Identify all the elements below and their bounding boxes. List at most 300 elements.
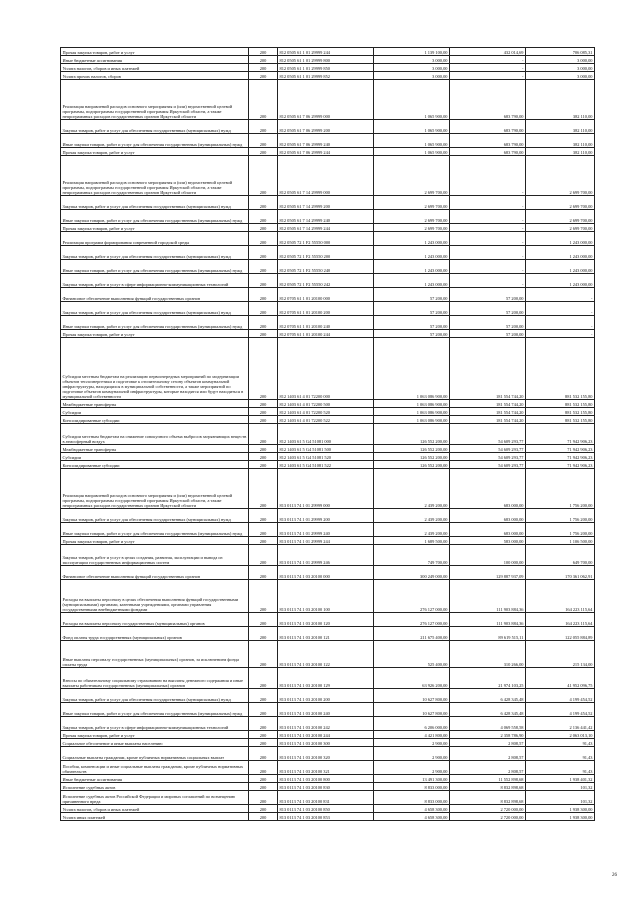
- line-item-name: Социальные выплаты гражданам, кроме публичных нормативных социальных выплат: [61, 747, 249, 761]
- classification-code: 812 1403 61 4 01 72200 500: [278, 400, 374, 408]
- executed-amount: 6 428 345,48: [450, 703, 526, 717]
- approved-amount: 126 552 200,00: [374, 461, 450, 469]
- approved-amount: 63 926 200,00: [374, 668, 450, 689]
- table-row: [61, 408, 595, 416]
- unexecuted-amount: 881 532 155,80: [526, 338, 595, 400]
- table-row: [61, 453, 595, 461]
- unexecuted-amount: 1 243 000,00: [526, 274, 595, 288]
- line-item-name: Закупка товаров, работ и услуг в сфере информационно-коммуникационных технологий: [61, 717, 249, 731]
- table-row: [61, 689, 595, 703]
- approved-amount: 13 491 300,00: [374, 775, 450, 783]
- table-row: [61, 134, 595, 148]
- unexecuted-amount: 3 000,00: [526, 64, 595, 72]
- unexecuted-amount: 41 952 096,75: [526, 668, 595, 689]
- table-row: [61, 400, 595, 408]
- line-code: 200: [249, 232, 278, 246]
- table-row: [61, 703, 595, 717]
- unexecuted-amount: 1 938 300,00: [526, 813, 595, 821]
- approved-amount: 276 127 000,00: [374, 613, 450, 627]
- line-code: 200: [249, 330, 278, 338]
- line-item-name: Прочая закупка товаров, работ и услуг: [61, 148, 249, 156]
- classification-code: 812 1403 61 5 G4 51081 500: [278, 445, 374, 453]
- executed-amount: -: [450, 232, 526, 246]
- line-code: 200: [249, 703, 278, 717]
- approved-amount: 8 833 000,00: [374, 783, 450, 791]
- executed-amount: 57 200,00: [450, 288, 526, 302]
- approved-amount: 126 552 200,00: [374, 445, 450, 453]
- unexecuted-amount: -: [526, 302, 595, 316]
- approved-amount: 4 658 300,00: [374, 805, 450, 813]
- table-row: [61, 416, 595, 424]
- unexecuted-amount: 881 532 155,80: [526, 416, 595, 424]
- approved-amount: 2 900,00: [374, 739, 450, 747]
- line-code: 200: [249, 469, 278, 509]
- table-row: [61, 48, 595, 56]
- executed-amount: 181 554 744,20: [450, 338, 526, 400]
- line-item-name: Реализация направлений расходов основного мероприятия и (или) ведомственной целевой программы, подпрограммы государственной программы Иркутской области, а также непрограммных расходов государственных органов Иркутской области: [61, 80, 249, 120]
- line-item-name: Финансовое обеспечение выполнения функций государственных органов: [61, 288, 249, 302]
- classification-code: 813 0113 74 1 03 20100 244: [278, 731, 374, 739]
- approved-amount: 2 439 200,00: [374, 523, 450, 537]
- approved-amount: 3 000,00: [374, 64, 450, 72]
- table-row: [61, 424, 595, 445]
- line-code: 200: [249, 302, 278, 316]
- approved-amount: 1 063 086 900,00: [374, 416, 450, 424]
- classification-code: 813 0113 74 1 03 20100 300: [278, 739, 374, 747]
- classification-code: 813 0113 74 1 03 20100 830: [278, 783, 374, 791]
- approved-amount: 6 206 000,00: [374, 717, 450, 731]
- line-code: 200: [249, 400, 278, 408]
- unexecuted-amount: 170 361 062,91: [526, 566, 595, 580]
- table-row: [61, 731, 595, 739]
- executed-amount: 2 808,57: [450, 747, 526, 761]
- table-row: [61, 56, 595, 64]
- executed-amount: -: [450, 246, 526, 260]
- executed-amount: 2 808,57: [450, 761, 526, 775]
- unexecuted-amount: 3 000,00: [526, 56, 595, 64]
- approved-amount: 2 699 700,00: [374, 156, 450, 196]
- line-code: 200: [249, 80, 278, 120]
- line-code: 200: [249, 545, 278, 566]
- budget-execution-table-body: [61, 48, 595, 821]
- executed-amount: 683 790,00: [450, 134, 526, 148]
- classification-code: 812 0505 61 7 06 29999 200: [278, 120, 374, 134]
- classification-code: 812 0505 61 7 06 29999 000: [278, 80, 374, 120]
- line-item-name: Иные бюджетные ассигнования: [61, 56, 249, 64]
- approved-amount: 1 139 100,00: [374, 48, 450, 56]
- unexecuted-amount: 101,32: [526, 783, 595, 791]
- classification-code: 813 0113 74 1 03 20100 853: [278, 813, 374, 821]
- table-row: [61, 747, 595, 761]
- line-code: 200: [249, 509, 278, 523]
- classification-code: 813 0113 74 1 03 20100 100: [278, 580, 374, 613]
- line-item-name: Иные закупки товаров, работ и услуг для обеспечения государственных (муниципальных) нужд: [61, 523, 249, 537]
- line-item-name: Иные закупки товаров, работ и услуг для обеспечения государственных (муниципальных) нужд: [61, 210, 249, 224]
- executed-amount: -: [450, 274, 526, 288]
- line-code: 200: [249, 148, 278, 156]
- line-item-name: Прочая закупка товаров, работ и услуг: [61, 48, 249, 56]
- table-row: [61, 232, 595, 246]
- classification-code: 812 1403 61 5 G4 51081 520: [278, 453, 374, 461]
- unexecuted-amount: 4 199 454,52: [526, 689, 595, 703]
- approved-amount: 57 200,00: [374, 316, 450, 330]
- classification-code: 813 0113 74 1 03 20100 800: [278, 775, 374, 783]
- line-code: 200: [249, 731, 278, 739]
- table-row: [61, 196, 595, 210]
- executed-amount: -: [450, 56, 526, 64]
- approved-amount: 3 000,00: [374, 56, 450, 64]
- line-item-name: Реализация направлений расходов основного мероприятия и (или) ведомственной целевой программы, подпрограммы государственной программы Иркутской области, а также непрограммных расходов государственных органов Иркутской области: [61, 469, 249, 509]
- line-code: 200: [249, 783, 278, 791]
- unexecuted-amount: 881 532 155,80: [526, 408, 595, 416]
- unexecuted-amount: 91,43: [526, 761, 595, 775]
- line-code: 200: [249, 627, 278, 641]
- approved-amount: 2 699 700,00: [374, 210, 450, 224]
- table-row: [61, 813, 595, 821]
- unexecuted-amount: 382 110,00: [526, 148, 595, 156]
- approved-amount: 1 063 086 900,00: [374, 408, 450, 416]
- classification-code: 812 0505 61 7 14 29999 000: [278, 156, 374, 196]
- approved-amount: 4 421 800,00: [374, 731, 450, 739]
- executed-amount: 2 808,57: [450, 739, 526, 747]
- approved-amount: 2 439 200,00: [374, 469, 450, 509]
- line-item-name: Расходы на выплаты персоналу государственных (муниципальных) органов: [61, 613, 249, 627]
- table-row: [61, 627, 595, 641]
- classification-code: 812 0505 61 1 01 29999 244: [278, 48, 374, 56]
- table-row: [61, 566, 595, 580]
- unexecuted-amount: 382 110,00: [526, 120, 595, 134]
- line-code: 200: [249, 775, 278, 783]
- classification-code: 812 0505 61 7 14 29999 244: [278, 224, 374, 232]
- executed-amount: 683 790,00: [450, 148, 526, 156]
- table-row: [61, 445, 595, 453]
- classification-code: 812 1403 61 5 G4 51081 522: [278, 461, 374, 469]
- classification-code: 812 0505 61 1 01 29999 850: [278, 64, 374, 72]
- classification-code: 813 0113 74 1 03 20100 000: [278, 566, 374, 580]
- approved-amount: 2 699 700,00: [374, 196, 450, 210]
- table-row: [61, 783, 595, 791]
- approved-amount: 3 000,00: [374, 72, 450, 80]
- classification-code: 813 0113 74 1 03 20100 321: [278, 761, 374, 775]
- unexecuted-amount: 2 699 700,00: [526, 210, 595, 224]
- line-item-name: Исполнение судебных актов: [61, 783, 249, 791]
- line-item-name: Прочая закупка товаров, работ и услуг: [61, 224, 249, 232]
- executed-amount: 181 554 744,20: [450, 400, 526, 408]
- unexecuted-amount: 1 938 401,32: [526, 775, 595, 783]
- classification-code: 812 0705 61 1 01 20100 244: [278, 330, 374, 338]
- unexecuted-amount: 382 110,00: [526, 80, 595, 120]
- approved-amount: 2 900,00: [374, 761, 450, 775]
- unexecuted-amount: 2 699 700,00: [526, 196, 595, 210]
- line-item-name: Консолидированные субсидии: [61, 461, 249, 469]
- table-row: [61, 739, 595, 747]
- line-item-name: Закупка товаров, работ и услуг для обеспечения государственных (муниципальных) нужд: [61, 302, 249, 316]
- approved-amount: 1 063 086 900,00: [374, 338, 450, 400]
- table-row: [61, 64, 595, 72]
- line-item-name: Закупка товаров, работ и услуг для обеспечения государственных (муниципальных) нужд: [61, 509, 249, 523]
- line-code: 200: [249, 668, 278, 689]
- table-row: [61, 80, 595, 120]
- table-row: [61, 302, 595, 316]
- executed-amount: 181 554 744,20: [450, 416, 526, 424]
- table-row: [61, 72, 595, 80]
- table-row: [61, 668, 595, 689]
- line-item-name: Иные бюджетные ассигнования: [61, 775, 249, 783]
- classification-code: 813 0113 74 1 01 29999 240: [278, 523, 374, 537]
- classification-code: 813 0113 74 1 03 20100 242: [278, 717, 374, 731]
- line-code: 200: [249, 156, 278, 196]
- table-row: [61, 717, 595, 731]
- executed-amount: 54 609 293,77: [450, 453, 526, 461]
- table-row: [61, 316, 595, 330]
- classification-code: 812 1403 61 4 01 72200 520: [278, 408, 374, 416]
- table-row: [61, 461, 595, 469]
- line-code: 200: [249, 424, 278, 445]
- line-code: 200: [249, 288, 278, 302]
- classification-code: 812 0505 61 1 01 29999 852: [278, 72, 374, 80]
- executed-amount: -: [450, 64, 526, 72]
- executed-amount: 100 000,00: [450, 545, 526, 566]
- line-code: 200: [249, 416, 278, 424]
- executed-amount: 54 609 293,77: [450, 461, 526, 469]
- line-item-name: Закупка товаров, работ и услуг для обеспечения государственных (муниципальных) нужд: [61, 120, 249, 134]
- line-code: 200: [249, 453, 278, 461]
- approved-amount: 300 249 000,00: [374, 566, 450, 580]
- line-item-name: Иные закупки товаров, работ и услуг для обеспечения государственных (муниципальных) нужд: [61, 316, 249, 330]
- line-code: 200: [249, 537, 278, 545]
- line-item-name: Субсидии: [61, 408, 249, 416]
- executed-amount: 683 000,00: [450, 509, 526, 523]
- unexecuted-amount: 1 756 200,00: [526, 469, 595, 509]
- line-item-name: Субсидии: [61, 453, 249, 461]
- line-code: 200: [249, 689, 278, 703]
- line-code: 200: [249, 761, 278, 775]
- executed-amount: 57 200,00: [450, 302, 526, 316]
- classification-code: 812 0505 61 7 14 29999 200: [278, 196, 374, 210]
- executed-amount: 57 200,00: [450, 316, 526, 330]
- unexecuted-amount: 1 756 200,00: [526, 523, 595, 537]
- table-row: [61, 805, 595, 813]
- line-code: 200: [249, 274, 278, 288]
- unexecuted-amount: 2 699 700,00: [526, 156, 595, 196]
- table-row: [61, 224, 595, 232]
- table-row: [61, 260, 595, 274]
- table-row: [61, 246, 595, 260]
- table-row: [61, 210, 595, 224]
- unexecuted-amount: 91,43: [526, 739, 595, 747]
- line-item-name: Иные закупки товаров, работ и услуг для обеспечения государственных (муниципальных) нужд: [61, 703, 249, 717]
- line-code: 200: [249, 739, 278, 747]
- line-code: 200: [249, 566, 278, 580]
- line-item-name: Уплата иных платежей: [61, 813, 249, 821]
- approved-amount: 1 243 000,00: [374, 232, 450, 246]
- line-item-name: Пособия, компенсации и иные социальные выплаты гражданам, кроме публичных нормативных обязательств: [61, 761, 249, 775]
- line-code: 200: [249, 260, 278, 274]
- classification-code: 812 0505 61 7 06 29999 240: [278, 134, 374, 148]
- line-code: 200: [249, 210, 278, 224]
- table-row: [61, 148, 595, 156]
- unexecuted-amount: 71 942 906,23: [526, 461, 595, 469]
- classification-code: 812 0505 61 7 14 29999 240: [278, 210, 374, 224]
- line-item-name: Уплата налогов, сборов и иных платежей: [61, 64, 249, 72]
- unexecuted-amount: 91,43: [526, 747, 595, 761]
- classification-code: 812 0505 72 1 F2 55550 000: [278, 232, 374, 246]
- executed-amount: 57 200,00: [450, 330, 526, 338]
- unexecuted-amount: 1 243 000,00: [526, 232, 595, 246]
- unexecuted-amount: 382 110,00: [526, 134, 595, 148]
- executed-amount: -: [450, 210, 526, 224]
- classification-code: 813 0113 74 1 03 20100 121: [278, 627, 374, 641]
- approved-amount: 2 699 700,00: [374, 224, 450, 232]
- approved-amount: 4 658 300,00: [374, 813, 450, 821]
- classification-code: 813 0113 74 1 01 29999 200: [278, 509, 374, 523]
- unexecuted-amount: -: [526, 330, 595, 338]
- table-row: [61, 613, 595, 627]
- line-code: 200: [249, 120, 278, 134]
- approved-amount: 749 700,00: [374, 545, 450, 566]
- unexecuted-amount: 215 134,00: [526, 641, 595, 668]
- line-code: 200: [249, 246, 278, 260]
- unexecuted-amount: 3 000,00: [526, 72, 595, 80]
- executed-amount: 2 720 000,00: [450, 805, 526, 813]
- unexecuted-amount: -: [526, 316, 595, 330]
- line-code: 200: [249, 717, 278, 731]
- table-row: [61, 641, 595, 668]
- unexecuted-amount: 1 938 300,00: [526, 805, 595, 813]
- unexecuted-amount: 881 532 155,80: [526, 400, 595, 408]
- line-code: 200: [249, 461, 278, 469]
- classification-code: 812 0505 72 1 F2 55550 242: [278, 274, 374, 288]
- line-code: 200: [249, 48, 278, 56]
- approved-amount: 126 552 200,00: [374, 424, 450, 445]
- approved-amount: 1 065 900,00: [374, 120, 450, 134]
- line-item-name: Субсидии местным бюджетам на реализацию первоочередных мероприятий по модернизации объектов теплоэнергетики и подготовке к отопительному сезону объектов коммунальной инфраструктуры, находящихся в муниципальной собственности, а также мероприятий по подготовке объектов коммунальной инфраструктуры, которые находятся или будут находиться в муниципальной собственности: [61, 338, 249, 400]
- classification-code: 812 0705 61 1 01 20100 200: [278, 302, 374, 316]
- line-item-name: Реализация направлений расходов основного мероприятия и (или) ведомственной целевой программы, подпрограммы государственной программы Иркутской области, а также непрограммных расходов государственных органов Иркутской области: [61, 156, 249, 196]
- line-item-name: Закупка товаров, работ и услуг в сфере информационно-коммуникационных технологий: [61, 274, 249, 288]
- classification-code: 813 0113 74 1 01 29999 000: [278, 469, 374, 509]
- line-code: 200: [249, 641, 278, 668]
- classification-code: 812 1403 61 4 01 72200 522: [278, 416, 374, 424]
- line-code: 200: [249, 134, 278, 148]
- unexecuted-amount: 122 055 884,89: [526, 627, 595, 641]
- unexecuted-amount: 2 136 441,42: [526, 717, 595, 731]
- executed-amount: 683 790,00: [450, 80, 526, 120]
- line-code: 200: [249, 805, 278, 813]
- executed-amount: -: [450, 260, 526, 274]
- executed-amount: 683 000,00: [450, 469, 526, 509]
- executed-amount: 683 000,00: [450, 523, 526, 537]
- unexecuted-amount: 164 223 115,64: [526, 613, 595, 627]
- executed-amount: 129 887 937,09: [450, 566, 526, 580]
- executed-amount: -: [450, 72, 526, 80]
- classification-code: 813 0113 74 1 01 29999 244: [278, 537, 374, 545]
- line-code: 200: [249, 791, 278, 805]
- approved-amount: 1 689 500,00: [374, 537, 450, 545]
- line-item-name: Консолидированные субсидии: [61, 416, 249, 424]
- unexecuted-amount: 1 756 200,00: [526, 509, 595, 523]
- line-code: 200: [249, 613, 278, 627]
- table-row: [61, 338, 595, 400]
- approved-amount: 525 400,00: [374, 641, 450, 668]
- classification-code: 813 0113 74 1 03 20100 831: [278, 791, 374, 805]
- line-code: 200: [249, 580, 278, 613]
- line-code: 200: [249, 338, 278, 400]
- table-row: [61, 509, 595, 523]
- line-code: 200: [249, 64, 278, 72]
- classification-code: 813 0113 74 1 03 20100 129: [278, 668, 374, 689]
- unexecuted-amount: 71 942 906,23: [526, 453, 595, 461]
- line-code: 200: [249, 523, 278, 537]
- line-item-name: Иные выплаты персоналу государственных (муниципальных) органов, за исключением фонда оплаты труда: [61, 641, 249, 668]
- line-item-name: Прочая закупка товаров, работ и услуг: [61, 330, 249, 338]
- table-row: [61, 288, 595, 302]
- executed-amount: 8 832 898,68: [450, 791, 526, 805]
- line-item-name: Закупка товаров, работ и услуг для обеспечения государственных (муниципальных) нужд: [61, 196, 249, 210]
- approved-amount: 8 833 000,00: [374, 791, 450, 805]
- line-item-name: Межбюджетные трансферты: [61, 445, 249, 453]
- classification-code: 813 0113 74 1 03 20100 120: [278, 613, 374, 627]
- executed-amount: 54 609 293,77: [450, 424, 526, 445]
- executed-amount: 683 790,00: [450, 120, 526, 134]
- table-row: [61, 775, 595, 783]
- approved-amount: 1 065 900,00: [374, 80, 450, 120]
- table-row: [61, 330, 595, 338]
- line-item-name: Расходы на выплаты персоналу в целях обеспечения выполнения функций государственными (муниципальными) органами, казенными учреждениями, органами управления государственными внебюджетными фондами: [61, 580, 249, 613]
- approved-amount: 211 675 400,00: [374, 627, 450, 641]
- executed-amount: 111 903 884,36: [450, 613, 526, 627]
- unexecuted-amount: 71 942 906,23: [526, 424, 595, 445]
- approved-amount: 57 200,00: [374, 288, 450, 302]
- table-row: [61, 156, 595, 196]
- approved-amount: 1 065 900,00: [374, 134, 450, 148]
- table-row: [61, 791, 595, 805]
- line-code: 200: [249, 445, 278, 453]
- line-code: 200: [249, 224, 278, 232]
- line-item-name: Реализация программ формирования современной городской среды: [61, 232, 249, 246]
- classification-code: 813 0113 74 1 03 20100 200: [278, 689, 374, 703]
- line-item-name: Взносы по обязательному социальному страхованию на выплаты денежного содержания и иные выплаты работникам государственных (муниципальных) органов: [61, 668, 249, 689]
- line-code: 200: [249, 747, 278, 761]
- executed-amount: 310 266,00: [450, 641, 526, 668]
- executed-amount: 2 720 000,00: [450, 813, 526, 821]
- classification-code: 813 0113 74 1 03 20100 122: [278, 641, 374, 668]
- line-item-name: Социальное обеспечение и иные выплаты населению: [61, 739, 249, 747]
- unexecuted-amount: 649 700,00: [526, 545, 595, 566]
- classification-code: 812 0505 72 1 F2 55550 240: [278, 260, 374, 274]
- approved-amount: 2 439 200,00: [374, 509, 450, 523]
- table-row: [61, 120, 595, 134]
- classification-code: 812 0705 61 1 01 20100 000: [278, 288, 374, 302]
- line-item-name: Финансовое обеспечение выполнения функций государственных органов: [61, 566, 249, 580]
- approved-amount: 10 627 800,00: [374, 703, 450, 717]
- line-item-name: Иные закупки товаров, работ и услуг для обеспечения государственных (муниципальных) нужд: [61, 260, 249, 274]
- executed-amount: 432 014,69: [450, 48, 526, 56]
- unexecuted-amount: 1 243 000,00: [526, 246, 595, 260]
- line-item-name: Фонд оплаты труда государственных (муниципальных) органов: [61, 627, 249, 641]
- executed-amount: 2 358 786,90: [450, 731, 526, 739]
- line-item-name: Прочая закупка товаров, работ и услуг: [61, 731, 249, 739]
- classification-code: 813 0113 74 1 03 20100 320: [278, 747, 374, 761]
- classification-code: 812 1403 61 5 G4 51081 000: [278, 424, 374, 445]
- approved-amount: 57 200,00: [374, 330, 450, 338]
- unexecuted-amount: 706 085,31: [526, 48, 595, 56]
- table-row: [61, 580, 595, 613]
- classification-code: 813 0113 74 1 01 29999 246: [278, 545, 374, 566]
- approved-amount: 1 065 900,00: [374, 148, 450, 156]
- approved-amount: 1 243 000,00: [374, 260, 450, 274]
- executed-amount: 89 619 515,11: [450, 627, 526, 641]
